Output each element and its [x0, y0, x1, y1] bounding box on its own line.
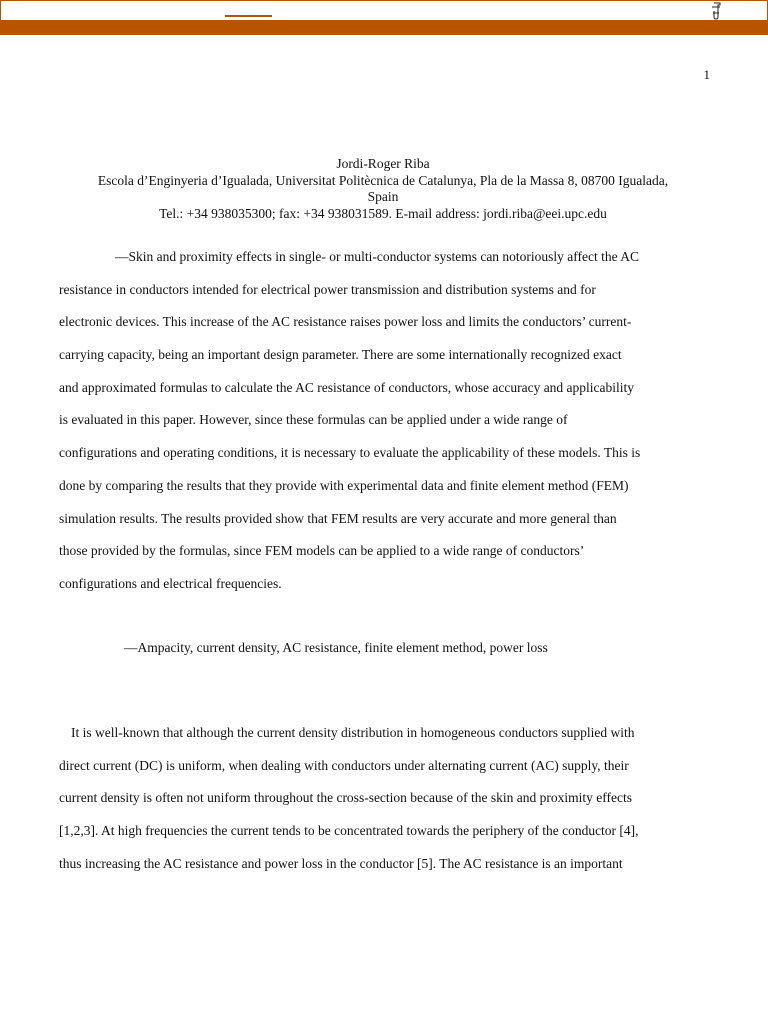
top-toolbar	[0, 0, 768, 21]
affiliation-line-1: Escola d’Enginyeria d’Igualada, Universitat Politècnica de Catalunya, Pla de la Massa 8, 08700 Igualada,	[97, 172, 669, 188]
document-icon-graphic	[708, 2, 724, 20]
abstract-line: and approximated formulas to calculate the AC resistance of conductors, whose accuracy and applicability	[59, 379, 635, 395]
intro-line: [1,2,3]. At high frequencies the current tends to be concentrated towards the periphery of the conductor [4],	[59, 823, 639, 839]
page-number: 1	[703, 67, 710, 82]
abstract-line: —Skin and proximity effects in single- or multi-conductor systems can notoriously affect the AC	[115, 249, 640, 264]
abstract-line: simulation results. The results provided show that FEM results are very accurate and more general than	[59, 510, 617, 526]
intro-line: current density is often not uniform throughout the cross-section because of the skin and proximity effects	[59, 790, 632, 806]
abstract-line: done by comparing the results that they provide with experimental data and finite element method (FEM)	[59, 477, 629, 493]
contact-info: Tel.: +34 938035300; fax: +34 938031589. E-mail address: jordi.riba@eei.upc.edu	[159, 205, 607, 221]
abstract-line: resistance in conductors intended for electrical power transmission and distribution systems and for	[59, 281, 596, 297]
abstract-line: is evaluated in this paper. However, since these formulas can be applied under a wide range of	[59, 412, 568, 428]
abstract-line: configurations and electrical frequencies.	[59, 575, 282, 591]
abstract-line: carrying capacity, being an important design parameter. There are some internationally recognized exact	[59, 347, 622, 363]
intro-line: It is well-known that although the current density distribution in homogeneous conductors supplied with	[71, 725, 635, 740]
introduction	[59, 717, 709, 880]
keywords-line: —Ampacity, current density, AC resistance, finite element method, power loss	[124, 640, 548, 655]
abstract-line: those provided by the formulas, since FEM models can be applied to a wide range of conductors’	[59, 543, 585, 559]
abstract-line: configurations and operating conditions, it is necessary to evaluate the applicability of these models. This is	[59, 445, 641, 461]
document-icon[interactable]	[708, 2, 724, 20]
intro-line: direct current (DC) is uniform, when dealing with conductors under alternating current (AC) supply, their	[59, 757, 629, 773]
author-name: Jordi-Roger Riba	[336, 156, 430, 171]
intro-line: thus increasing the AC resistance and power loss in the conductor [5]. The AC resistance is an important	[59, 855, 623, 871]
abstract	[59, 241, 709, 601]
affiliation-line-2: Spain	[367, 189, 399, 204]
header-band	[0, 21, 768, 35]
keywords	[59, 632, 709, 665]
abstract-line: electronic devices. This increase of the AC resistance raises power loss and limits the conductors’ current-	[59, 314, 632, 330]
paper-header	[58, 156, 708, 222]
toolbar-link-underline[interactable]	[225, 15, 272, 17]
